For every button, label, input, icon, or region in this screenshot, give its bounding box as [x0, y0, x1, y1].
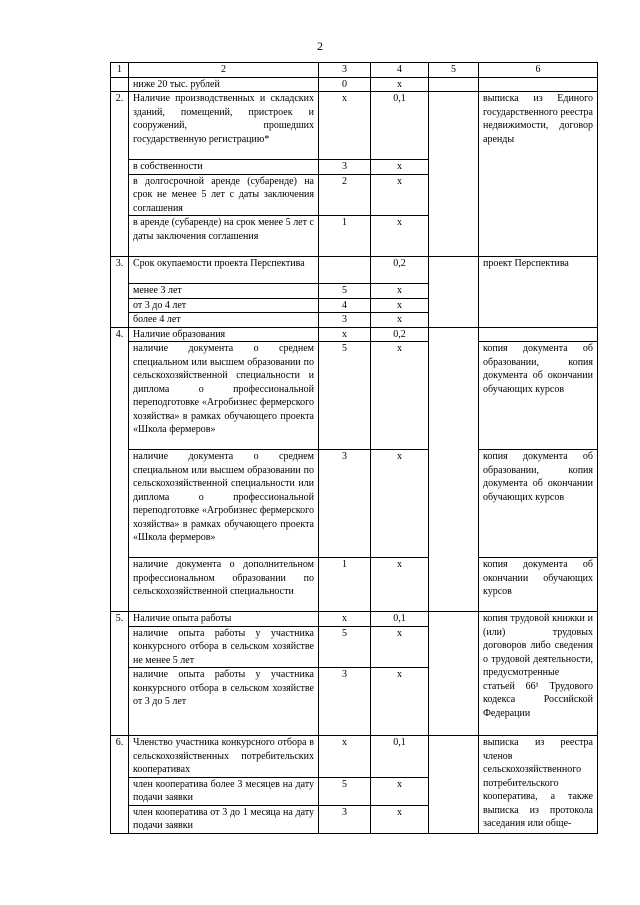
criterion-text: Наличие опыта работы [129, 612, 319, 627]
weight-value: х [371, 313, 429, 328]
weight-value: х [371, 342, 429, 450]
criterion-text: в аренде (субаренде) на срок менее 5 лет с даты заключения соглашения [129, 216, 319, 257]
score-value: 1 [319, 216, 371, 257]
score-value: 4 [319, 298, 371, 313]
criterion-text: в собственности [129, 160, 319, 175]
weight-value: х [371, 450, 429, 558]
criterion-text: более 4 лет [129, 313, 319, 328]
criterion-text: Наличие образования [129, 327, 319, 342]
column-header: 2 [129, 63, 319, 78]
score-value [319, 257, 371, 284]
criterion-text: Срок окупаемости проекта Перспектива [129, 257, 319, 284]
weight-value: 0,2 [371, 327, 429, 342]
weight-value: х [371, 284, 429, 299]
score-value: 3 [319, 450, 371, 558]
row-number: 6. [111, 736, 129, 834]
table-row [111, 342, 598, 450]
weight-value: 0,1 [371, 612, 429, 627]
score-value: 5 [319, 777, 371, 805]
table-row [111, 92, 598, 160]
row-number: 4. [111, 327, 129, 612]
document-text: выписка из реестра членов сельскохозяйственного потребительского кооператива, а также выписка из протокола заседания или обще- [479, 736, 598, 834]
table-row [111, 327, 598, 342]
criterion-text: наличие документа о дополнительном профессиональном образовании по сельскохозяйственной специальности [129, 558, 319, 612]
score-value: х [319, 92, 371, 160]
score-value: 5 [319, 626, 371, 668]
score-value: 2 [319, 174, 371, 216]
score-value: 5 [319, 342, 371, 450]
row-number: 2. [111, 92, 129, 257]
score-value: х [319, 327, 371, 342]
criterion-text: член кооператива от 3 до 1 месяца на дату подачи заявки [129, 805, 319, 833]
weight-value: 0,1 [371, 736, 429, 778]
column-header: 5 [429, 63, 479, 78]
weight-value: х [371, 216, 429, 257]
weight-value: х [371, 160, 429, 175]
criterion-text: от 3 до 4 лет [129, 298, 319, 313]
criterion-text: член кооператива более 3 месяцев на дату подачи заявки [129, 777, 319, 805]
column-header: 6 [479, 63, 598, 78]
criterion-text: наличие документа о среднем специальном или высшем образовании по сельскохозяйственной специальности или диплома о профессиональной переподготовке «Агробизнес фермерского хозяйства» в рамках обучающего проекта «Школа фермеров» [129, 450, 319, 558]
page-number: 2 [317, 39, 323, 53]
table-row [111, 77, 598, 92]
table-row [111, 736, 598, 778]
weight-value: 0,2 [371, 257, 429, 284]
criterion-text: в долгосрочной аренде (субаренде) на срок не менее 5 лет с даты заключения соглашения [129, 174, 319, 216]
document-text: копия трудовой книжки и (или) трудовых договоров либо сведения о трудовой деятельности, предусмотренные статьей 66¹ Трудового кодекса Российской Федерации [479, 612, 598, 736]
criterion-text: наличие опыта работы у участника конкурсного отбора в сельском хозяйстве от 3 до 5 лет [129, 668, 319, 736]
document-text: проект Перспектива [479, 257, 598, 328]
column-header: 3 [319, 63, 371, 78]
document-text: копия документа об окончании обучающих курсов [479, 558, 598, 612]
weight-value: х [371, 174, 429, 216]
criterion-text: менее 3 лет [129, 284, 319, 299]
score-value: 3 [319, 313, 371, 328]
table-row [111, 558, 598, 612]
score-value: х [319, 612, 371, 627]
weight-value: х [371, 777, 429, 805]
weight-value: х [371, 805, 429, 833]
weight-value: х [371, 77, 429, 92]
weight-value: 0,1 [371, 92, 429, 160]
score-value: 3 [319, 668, 371, 736]
row-number: 5. [111, 612, 129, 736]
criteria-table [110, 62, 598, 834]
weight-value: х [371, 668, 429, 736]
criterion-text: Членство участника конкурсного отбора в сельскохозяйственных потребительских кооперативах [129, 736, 319, 778]
score-value: 3 [319, 805, 371, 833]
row-number: 3. [111, 257, 129, 328]
score-value: 3 [319, 160, 371, 175]
score-value: 0 [319, 77, 371, 92]
document-text: копия документа об образовании, копия документа об окончании обучающих курсов [479, 450, 598, 558]
weight-value: х [371, 558, 429, 612]
document-text: копия документа об образовании, копия документа об окончании обучающих курсов [479, 342, 598, 450]
table-row [111, 612, 598, 627]
criterion-text: Наличие производственных и складских зданий, помещений, пристроек и сооружений, прошедших государственную регистрацию* [129, 92, 319, 160]
weight-value: х [371, 298, 429, 313]
criterion-text: наличие документа о среднем специальном или высшем образовании по сельскохозяйственной специальности и диплома о профессиональной переподготовке «Агробизнес фермерского хозяйства» в рамках обучающего проекта «Школа фермеров» [129, 342, 319, 450]
criterion-text: ниже 20 тыс. рублей [129, 77, 319, 92]
document-text: выписка из Единого государственного реестра недвижимости, договор аренды [479, 92, 598, 257]
table-header-row [111, 63, 598, 78]
score-value: х [319, 736, 371, 778]
table-row [111, 450, 598, 558]
criterion-text: наличие опыта работы у участника конкурсного отбора в сельском хозяйстве не менее 5 лет [129, 626, 319, 668]
column-header: 4 [371, 63, 429, 78]
table-row [111, 257, 598, 284]
weight-value: х [371, 626, 429, 668]
score-value: 5 [319, 284, 371, 299]
score-value: 1 [319, 558, 371, 612]
column-header: 1 [111, 63, 129, 78]
